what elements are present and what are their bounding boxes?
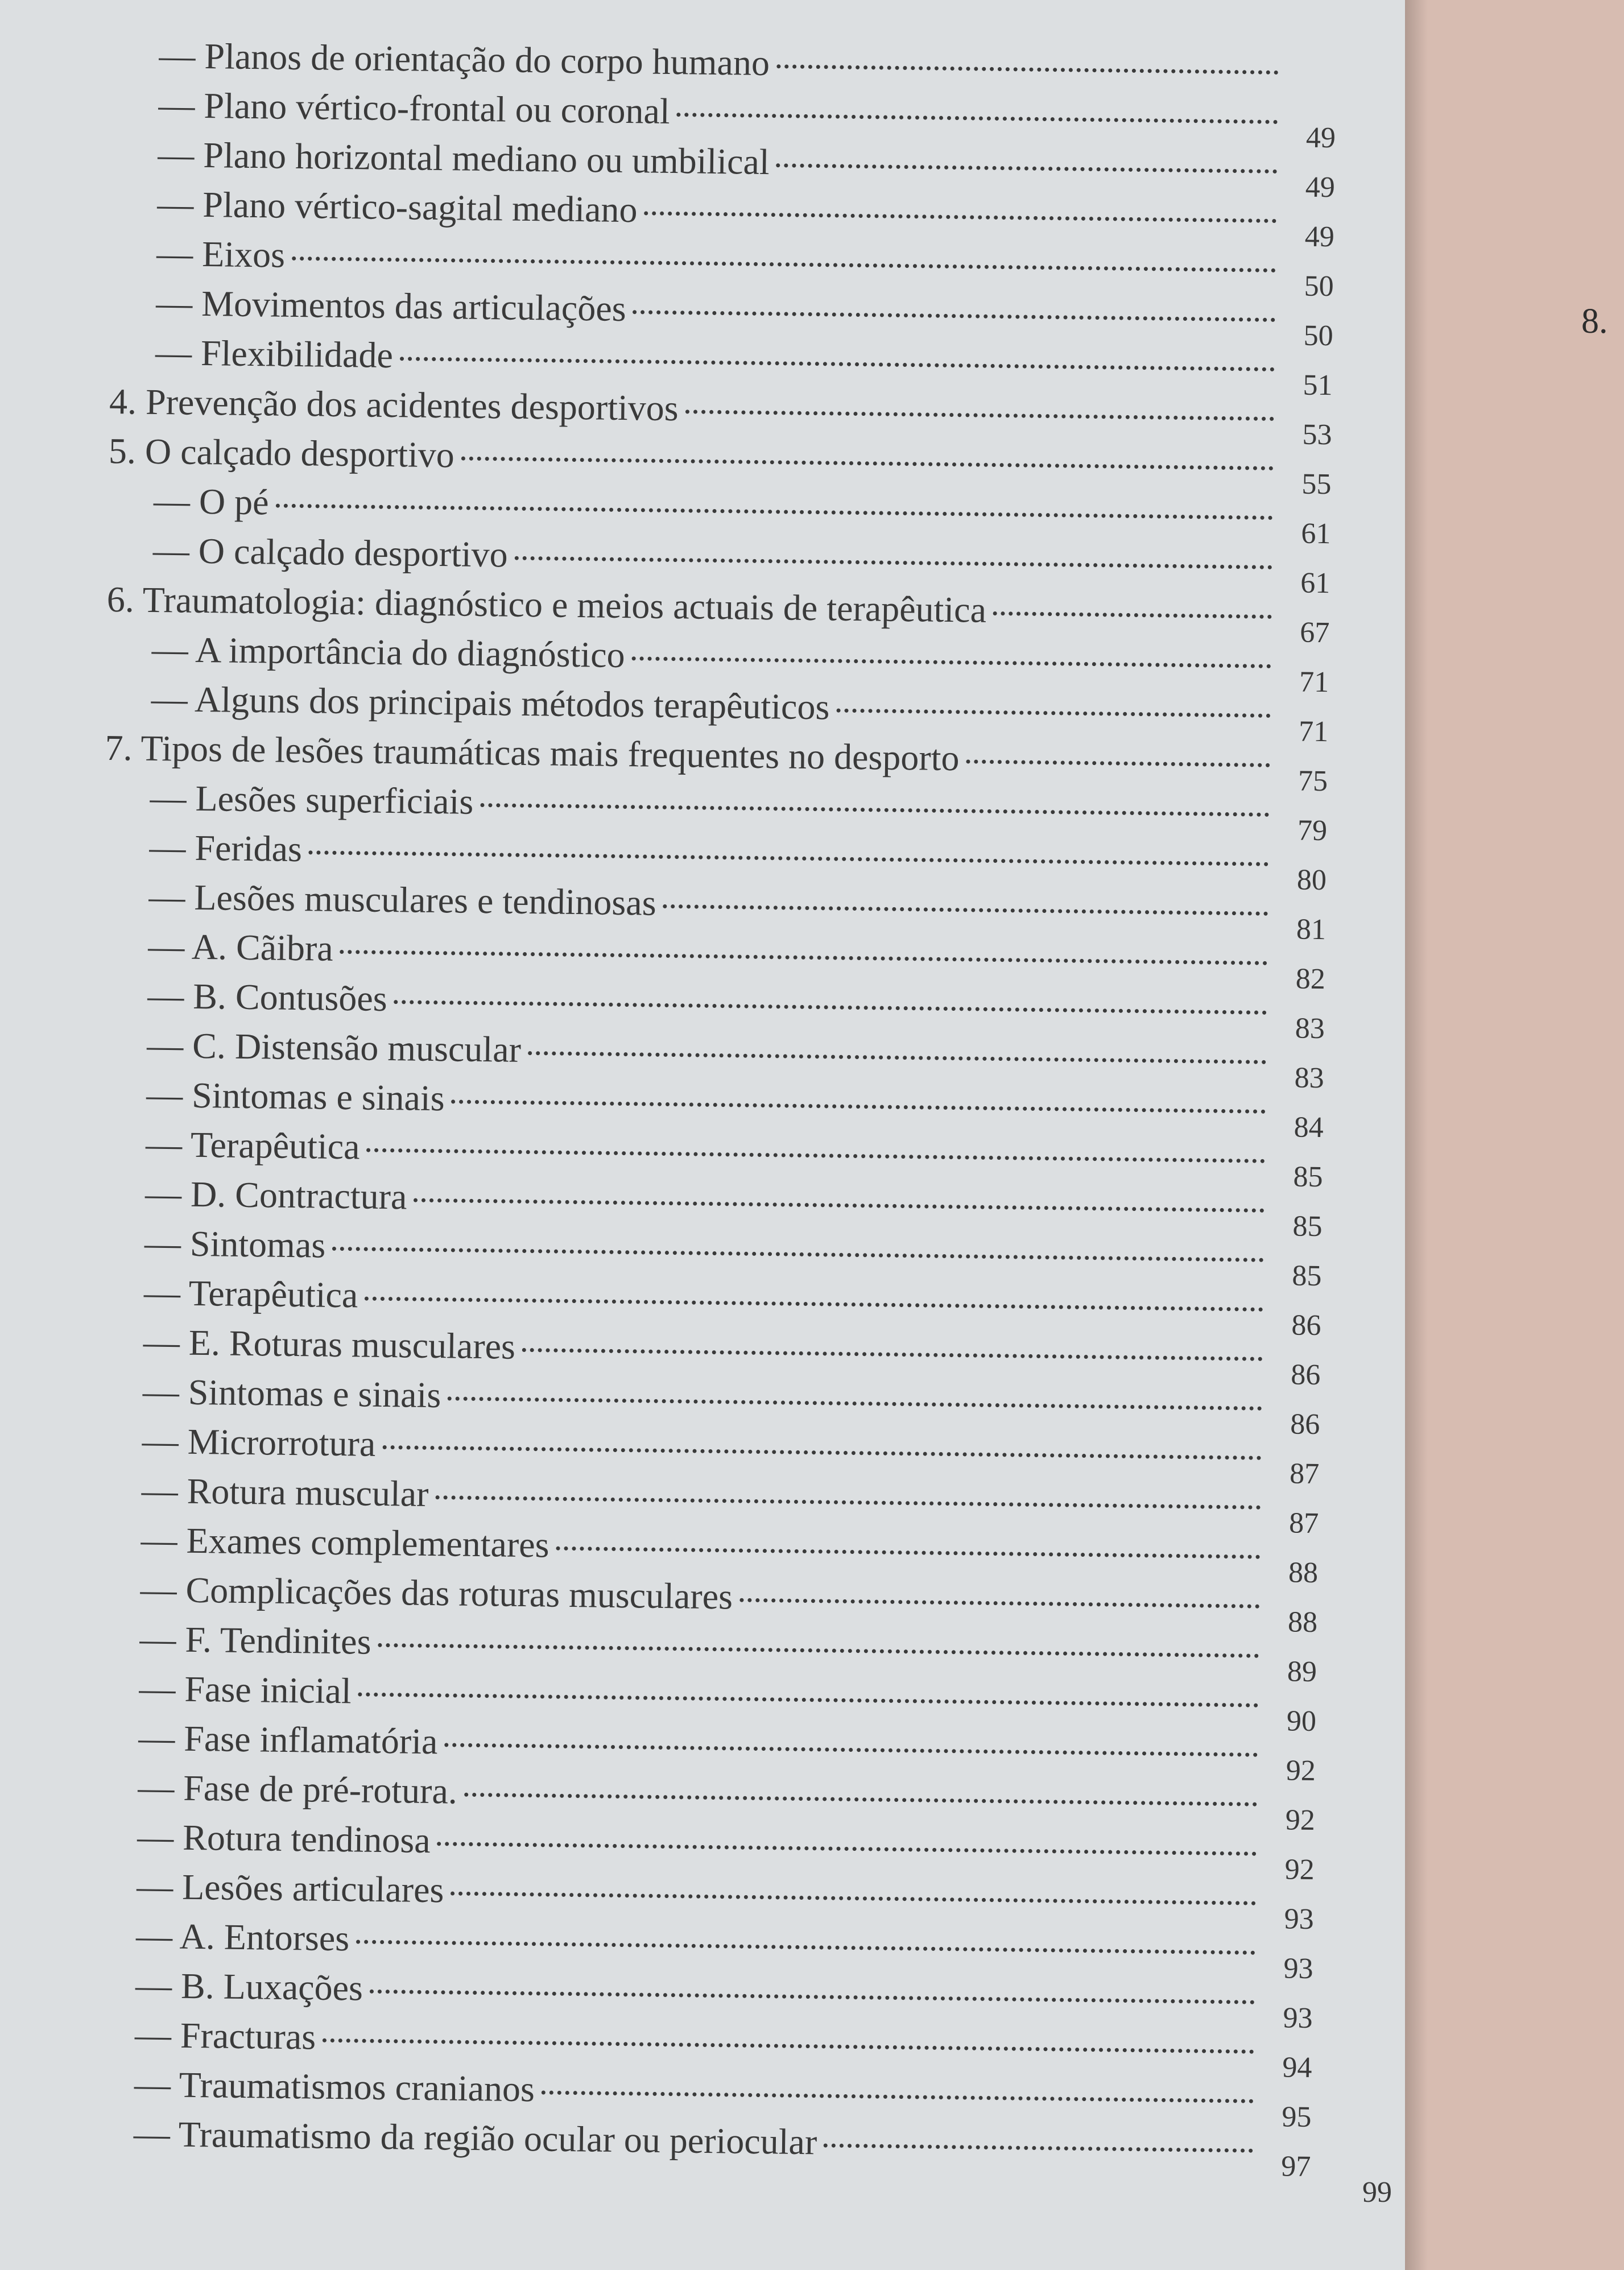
dot-leader — [370, 1990, 1255, 2004]
toc-entry-label: — A. Entorses — [135, 1915, 350, 1959]
dot-leader — [365, 1297, 1263, 1312]
facing-page-chapter-number: 8. — [1581, 302, 1608, 341]
toc-entry-page-number: 49 — [1305, 171, 1336, 204]
toc-entry-page-number: 82 — [1295, 962, 1326, 996]
dot-leader — [275, 504, 1272, 520]
toc-entry-label: — Feridas — [149, 826, 303, 870]
toc-entry-page-number: 51 — [1303, 369, 1333, 402]
toc-entry-label: — B. Contusões — [147, 975, 388, 1019]
toc-entry-page-number: 89 — [1287, 1655, 1317, 1689]
dot-leader — [461, 457, 1274, 470]
toc-entry-label: — Microrrotura — [142, 1420, 376, 1464]
toc-entry-page-number: 75 — [1297, 764, 1328, 798]
toc-entry-page-number: 88 — [1287, 1606, 1318, 1639]
toc-entry-page-number: 86 — [1291, 1358, 1321, 1392]
toc-entry-page-number: 93 — [1283, 2002, 1313, 2035]
toc-entry-label: 6. Traumatologia: diagnóstico e meios actuais de terapêutica — [106, 578, 987, 630]
dot-leader — [677, 113, 1278, 124]
dot-leader — [323, 2039, 1254, 2054]
toc-entry-label: — Rotura tendinosa — [137, 1816, 431, 1861]
toc-entry-label: — Eixos — [156, 233, 286, 275]
toc-entry-page-number: 81 — [1296, 913, 1327, 946]
toc-entry-page-number: 49 — [1305, 121, 1336, 155]
toc-entry-page-number: 71 — [1298, 715, 1329, 749]
toc-entry-label: 5. O calçado desportivo — [108, 430, 455, 475]
dot-leader — [528, 1051, 1266, 1064]
toc-entry-page-number: 53 — [1302, 418, 1332, 452]
dot-leader — [542, 2090, 1254, 2103]
toc-entry-label: 7. Tipos de lesões traumáticas mais frequentes no desporto — [105, 727, 960, 779]
dot-leader — [633, 310, 1276, 322]
dot-leader — [644, 211, 1276, 223]
toc-entry-label: — Sintomas — [144, 1222, 326, 1266]
toc-entry-page-number: 67 — [1299, 616, 1330, 650]
dot-leader — [836, 709, 1270, 718]
toc-entry-label: — Fracturas — [134, 2014, 316, 2057]
toc-entry-label: 4. Prevenção dos acidentes desportivos — [109, 381, 679, 429]
toc-entry-page-number: 93 — [1284, 1903, 1315, 1936]
toc-entry-label: — E. Roturas musculares — [143, 1321, 516, 1367]
toc-entry-page-number: 86 — [1291, 1309, 1321, 1342]
dot-leader — [776, 163, 1278, 173]
dot-leader — [739, 1598, 1260, 1609]
toc-entry-page-number: 79 — [1297, 814, 1328, 847]
toc-entry-label: — Traumatismo da região ocular ou periocular — [133, 2113, 817, 2163]
dot-leader — [631, 656, 1271, 668]
toc-entry-label: — Movimentos das articulações — [155, 282, 627, 329]
toc-entry-label: — Fase inicial — [139, 1668, 352, 1711]
toc-entry-page-number: 87 — [1289, 1457, 1320, 1491]
toc-entry-label: — F. Tendinites — [139, 1618, 371, 1662]
dot-leader — [776, 64, 1279, 75]
dot-leader — [448, 1396, 1262, 1410]
toc-entry-label: — Sintomas e sinais — [146, 1074, 445, 1119]
toc-entry-label: — Planos de orientação do corpo humano — [159, 35, 770, 84]
dot-leader — [366, 1148, 1265, 1163]
dot-leader — [452, 1099, 1266, 1113]
toc-entry-page-number: 84 — [1294, 1111, 1324, 1144]
dot-leader — [451, 1891, 1256, 1905]
toc-entry-label: — Lesões articulares — [136, 1866, 444, 1911]
toc-entry-page-number: 92 — [1284, 1853, 1315, 1887]
toc-entry-label: — Exames complementares — [141, 1519, 550, 1565]
toc-entry-page-number: 92 — [1285, 1804, 1316, 1837]
toc-entry-label: — Terapêutica — [145, 1123, 360, 1167]
toc-entry-page-number: 95 — [1282, 2101, 1312, 2133]
toc-entry-label: — Terapêutica — [143, 1272, 358, 1316]
toc-entry-page-number: 49 — [1304, 220, 1335, 254]
dot-leader — [414, 1198, 1265, 1213]
dot-leader — [993, 611, 1272, 619]
toc-entry-label: — O pé — [153, 480, 270, 523]
page-fold-shadow — [1405, 0, 1428, 2270]
dot-leader — [824, 2144, 1253, 2153]
toc-entry-page-number: 85 — [1293, 1160, 1323, 1194]
dot-leader — [480, 803, 1269, 817]
toc-entry-page-number: 86 — [1290, 1408, 1320, 1441]
toc-entry-page-number: 83 — [1294, 1061, 1325, 1095]
last-page-number: 99 — [1362, 2176, 1392, 2209]
dot-leader — [437, 1842, 1257, 1856]
toc-entry-page-number: 55 — [1301, 468, 1332, 501]
toc-entry-label: — A. Cãibra — [147, 925, 334, 969]
toc-entry-page-number: 50 — [1303, 319, 1334, 353]
dot-leader — [292, 257, 1276, 272]
toc-entry-label: — Lesões musculares e tendinosas — [148, 876, 657, 923]
toc-entry-label: — Fase inflamatória — [138, 1717, 438, 1762]
toc-entry-page-number: 71 — [1299, 665, 1329, 699]
toc-entry-label: — Sintomas e sinais — [142, 1371, 441, 1416]
dot-leader — [309, 850, 1269, 866]
toc-entry-page-number: 88 — [1288, 1556, 1319, 1590]
toc-entry-label: — Flexibilidade — [155, 332, 394, 376]
toc-entry-page-number: 97 — [1281, 2150, 1311, 2183]
toc-entry-page-number: 90 — [1286, 1705, 1317, 1738]
toc-entry-page-number: 93 — [1283, 1952, 1313, 1986]
toc-entry-page-number: 80 — [1296, 863, 1327, 897]
toc-entry-label: — Alguns dos principais métodos terapêuticos — [151, 678, 830, 727]
dot-leader — [556, 1547, 1260, 1559]
dot-leader — [400, 357, 1275, 371]
dot-leader — [378, 1643, 1259, 1658]
dot-leader — [358, 1692, 1259, 1707]
toc-entry-page-number: 85 — [1292, 1259, 1322, 1293]
toc-entry-page-number: 87 — [1288, 1507, 1319, 1540]
toc-entry-label: — C. Distensão muscular — [146, 1024, 522, 1070]
toc-entry-page-number: 50 — [1304, 270, 1334, 303]
table-of-contents — [88, 34, 1337, 2183]
dot-leader — [966, 759, 1270, 767]
toc-entry-label: — A importância do diagnóstico — [151, 629, 626, 676]
toc-entry-page-number: 83 — [1295, 1012, 1325, 1045]
toc-entry-page-number: 85 — [1292, 1210, 1323, 1243]
toc-entry-page-number: 61 — [1300, 567, 1330, 600]
toc-entry-label: — Lesões superficiais — [150, 777, 474, 822]
dot-leader — [515, 556, 1272, 569]
dot-leader — [382, 1445, 1261, 1460]
dot-leader — [663, 904, 1268, 916]
toc-entry-label: — Fase de pré-rotura. — [137, 1767, 458, 1812]
toc-entry-label: — Plano horizontal mediano ou umbilical — [157, 134, 770, 183]
dot-leader — [435, 1495, 1261, 1510]
toc-entry-label: — Traumatismos cranianos — [134, 2064, 535, 2110]
toc-entry-label: — B. Luxações — [135, 1965, 363, 2008]
dot-leader — [394, 1000, 1267, 1015]
dot-leader — [522, 1348, 1263, 1361]
toc-entry-page-number: 61 — [1301, 517, 1331, 551]
dot-leader — [444, 1743, 1258, 1756]
toc-entry-page-number: 94 — [1282, 2051, 1312, 2084]
dot-leader — [356, 1940, 1255, 1954]
dot-leader — [685, 410, 1274, 421]
toc-entry-label: — Plano vértico-frontal ou coronal — [158, 84, 671, 131]
toc-entry-label: — Rotura muscular — [141, 1470, 429, 1514]
dot-leader — [340, 950, 1268, 965]
dot-leader — [332, 1247, 1264, 1262]
toc-entry-label: — Complicações das roturas musculares — [140, 1569, 733, 1617]
toc-entry-label: — O calçado desportivo — [152, 530, 509, 575]
dot-leader — [464, 1793, 1257, 1806]
toc-entry-label: — Plano vértico-sagital mediano — [156, 183, 638, 230]
toc-entry-label: — D. Contractura — [144, 1173, 407, 1217]
toc-entry-page-number: 92 — [1286, 1754, 1316, 1788]
